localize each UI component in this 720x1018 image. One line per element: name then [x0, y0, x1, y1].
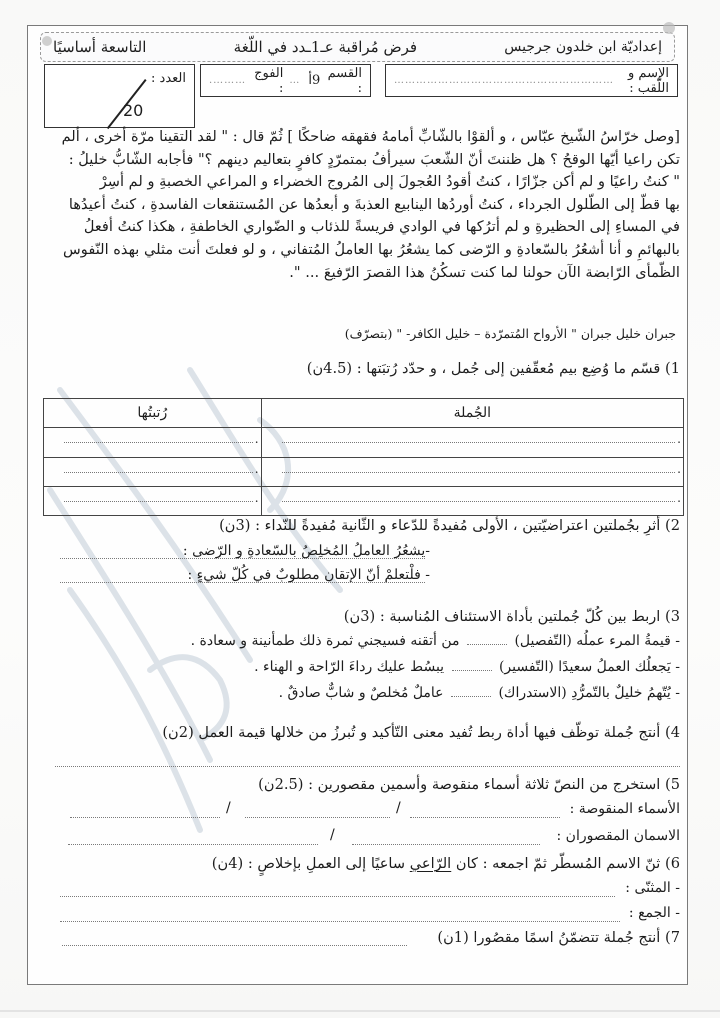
score-field[interactable] — [44, 64, 195, 128]
separator: / — [396, 800, 401, 816]
q5-label-manqus: الأسماء المنقوصة : — [569, 801, 680, 817]
passage-line: تكن راعيا أيّها الوقحُ ؟ هل ظننتَ أنّ الشّعبَ سيرأفُ بمتمرّدٍ كافرٍ بتعاليم دينهم ؟" فأجابه الشّابُّ خليلُ : — [68, 150, 680, 168]
q3-item-2 — [254, 659, 680, 675]
sentence-answer-cell[interactable] — [261, 457, 683, 486]
q6-label-plural: - الجمع : — [628, 905, 680, 921]
class-blank: … — [289, 75, 301, 86]
question-5: 5) استخرج من النصّ ثلاثة أسماء منقوصة وأسمين مقصورين : (2.5ن) — [258, 776, 680, 793]
class-value: 9أ — [308, 73, 321, 88]
question-2: 2) أثرِ بجُملتين اعتراضيّتين ، الأولى مُفيدةً للدّعاء و الثّانية مُفيدةً للنّداء : (3ن) — [219, 517, 680, 534]
page-bottom-edge — [0, 1010, 720, 1012]
class-group-field[interactable] — [200, 64, 371, 97]
q5-manqus-blank-1[interactable] — [410, 817, 560, 818]
passage-line: الظّمأى الرّابضة الآن حولنا لما كنت تسكُنُ هذا القصرَ الرّفيعَ ... ". — [289, 263, 680, 281]
name-blank: …………………………………………………… — [394, 75, 614, 86]
q3-item-2-before: - يَجعلُك العملُ سعيدًا (التّفسير) — [498, 659, 680, 675]
group-blank: ………. — [209, 75, 247, 86]
q2-item-2: - فلْتعلمْ أنّ الإتقان مطلوبٌ في كُلّ شيءٍ : — [187, 567, 430, 583]
q2-item-1: -يشعُرُ العاملُ المُخلِصُ بالسّعادةِ و الرّضى : — [182, 543, 430, 559]
reading-passage — [40, 126, 680, 284]
passage-line: بها قطّ إلى الطّلول الجرداء ، كنتُ أوردُها الينابيع العذبةَ و أبعدُها عن المُستنقعات الفاسدةِ ، كنتُ أعيدُها — [68, 195, 680, 213]
question-6 — [40, 855, 680, 872]
q5-label-maqsur: الاسمان المقصوران : — [556, 828, 680, 844]
question-7: 7) أنتج جُملة تتضمّنُ اسمًا مقصُورا (1ن) — [437, 929, 680, 946]
q6-plural-answer-line[interactable] — [60, 921, 620, 922]
question-4: 4) أنتج جُملة توظّف فيها أداة ربط تُفيد معنى التّأكيد و تُبرزُ من خلالها قيمة العمل (2ن) — [162, 724, 680, 741]
q2-answer-line-2[interactable] — [60, 582, 425, 583]
q3-item-3 — [279, 685, 680, 701]
rank-answer-cell[interactable] — [44, 428, 262, 457]
q6-text-after: ساعيًا إلى العملِ بإخلاصٍ : (4ن) — [211, 855, 410, 872]
q3-item-3-after: عاملٌ مُخلصٌ و شابٌّ صادقٌ . — [278, 685, 444, 701]
score-label: العدد : — [151, 71, 186, 86]
sentence-answer-cell[interactable] — [261, 486, 683, 515]
q5-manqus-blank-2[interactable] — [245, 817, 390, 818]
q6-underlined-word: الرّاعي — [409, 855, 452, 872]
table-row — [44, 428, 684, 457]
pin-icon — [663, 22, 675, 34]
pin-icon — [42, 36, 52, 46]
score-total: 20 — [123, 101, 144, 120]
q3-item-3-before: - يُتّهمُ خليلٌ بالتّمرُّدِ (الاستدراك) — [498, 685, 680, 701]
group-label: الفوج : — [254, 65, 284, 96]
q3-item-1-after: من أتقنه فسيجني ثمرة ذلك طمأنينة و سعادة . — [190, 633, 460, 649]
passage-line: [وصل خرّاسُ الشّيخ عبّاس ، و ألقوْا بالشّابِّ أمامهُ فقهقه ضاحكًا ] ثُمّ قال : " لقد التقينا مرّة أخرى ، ألم — [61, 128, 680, 145]
q7-answer-line[interactable] — [62, 945, 407, 946]
class-label: القسم : — [327, 65, 362, 96]
q1-answer-table — [43, 398, 684, 516]
name-label: الإسم و اللّقب : — [628, 65, 669, 96]
column-header-sentence: الجُملة — [261, 399, 683, 428]
passage-source: جبران خليل جبران " الأرواح المُتمرّدة – خليل الكافر- " (بتصرّف) — [344, 326, 676, 341]
exam-title: فرض مُراقبة عـ1ـدد في اللّغة — [233, 38, 418, 56]
question-3: 3) اربط بين كُلّ جُملتين بأداة الاستئناف المُناسبة : (3ن) — [343, 608, 680, 625]
q3-item-1 — [191, 633, 680, 649]
table-row — [44, 457, 684, 486]
q3-blank-1[interactable] — [467, 644, 507, 645]
exam-header — [40, 32, 675, 62]
passage-line: بالبهائمِ و أنا أشعُرُ بالسّعادةِ و الرّضى كما يشعُرُ بها العاملُ المُتفاني ، و لو فعلتَ أنت مثلي بهذه النّفوس — [62, 240, 680, 258]
column-header-rank: رُتبتُها — [44, 399, 262, 428]
rank-answer-cell[interactable] — [44, 486, 262, 515]
sentence-answer-cell[interactable] — [261, 428, 683, 457]
q3-item-2-after: يبسُط عليك رداءَ الرّاحة و الهناء . — [254, 659, 445, 675]
q6-text-before: 6) ثنّ الاسم المُسطّر ثمّ اجمعه : كان — [451, 855, 680, 872]
passage-line: " كنتُ راعيًا و لم أكن جزّارًا ، كنتُ أقودُ العُجولَ إلى المُروج الخضراء و المراعي الخصبةِ و لم أسِرْ — [99, 173, 680, 191]
q3-blank-2[interactable] — [452, 670, 492, 671]
table-row — [44, 486, 684, 515]
q5-manqus-blank-3[interactable] — [70, 817, 220, 818]
question-1: 1) قسّم ما وُضِع بيم مُعقّفين إلى جُمل ، و حدّد رُتبَتها : (4.5ن) — [306, 360, 680, 377]
q5-maqsur-blank-2[interactable] — [68, 844, 318, 845]
passage-line: في المساءِ إلى الحظيرةِ و لم أترُكها في الوادي فريسةً للذئاب و الضّواري الخاطفةِ ، هكذا كنتُ أفعلُ — [83, 218, 680, 236]
q5-maqsur-blank-1[interactable] — [352, 844, 540, 845]
separator: / — [330, 827, 335, 843]
q4-answer-line[interactable] — [55, 766, 680, 767]
grade-level: التاسعة أساسيًا — [53, 38, 147, 56]
separator: / — [226, 800, 231, 816]
q6-label-dual: - المثنّى : — [625, 880, 680, 896]
q3-item-1-before: - قيمةُ المرء عملُه (التّفصيل) — [514, 633, 680, 649]
q6-dual-answer-line[interactable] — [60, 896, 615, 897]
q2-answer-line-1[interactable] — [60, 558, 425, 559]
rank-answer-cell[interactable] — [44, 457, 262, 486]
q3-blank-3[interactable] — [451, 696, 491, 697]
school-name: إعداديّة ابن خلدون جرجيس — [504, 39, 662, 55]
student-name-field[interactable] — [385, 64, 678, 97]
